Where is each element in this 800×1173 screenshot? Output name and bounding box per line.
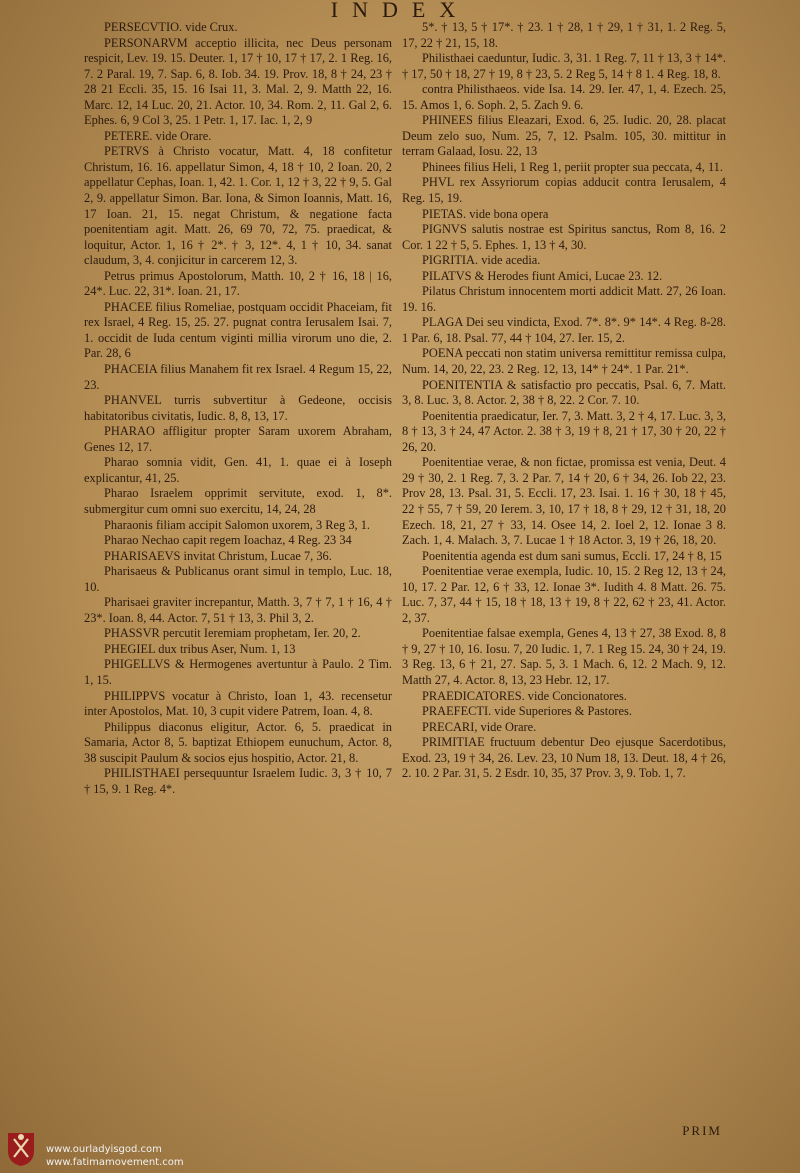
index-entry: PHARISAEVS invitat Christum, Lucae 7, 36. xyxy=(104,548,332,563)
index-entry: PETRVS à Christo vocatur, Matt. 4, 18 confitetur Christum, 16. 16. appellatur Simon, 4, 18 † 10, 2 Ioan. 20, 2 appellatur Cephas, Ioan. 1, 42. 1. Cor. 1, 12 † 3, 22 † 9, 5. Gal 2, 9. appellatur Simon. Bar. Iona, & Simon Ioannis, Matt. 16, 17 Ioan. 21, 15. negat Christum, & negatione facta poenitentiam agit. Matt. 26, 69 70, 72, 75. praedicat, & loquitur, Actor. 1, 16 † 2*. † 3, 12*. 4, 1 † 10, 34. sanat claudum, 3, 4. conjicitur in carcerem 12, 3. xyxy=(84,144,392,268)
index-entry: Philippus diaconus eligitur, Actor. 6, 5. praedicat in Samaria, Actor 8, 5. baptizat Ethiopem eunuchum, Actor. 8, 38 suscipit Paulum & socios ejus hospitio, Actor. 21, 8. xyxy=(84,719,392,765)
website-link-fatimamovement[interactable]: www.fatimamovement.com xyxy=(46,1157,184,1168)
index-entry: PIGRITIA. vide acedia. xyxy=(422,253,541,268)
index-entry: Pharao Nechao capit regem Ioachaz, 4 Reg. 23 34 xyxy=(104,533,352,548)
index-entry: PHEGIEL dux tribus Aser, Num. 1, 13 xyxy=(104,641,296,656)
catchword: PRIM xyxy=(682,1123,722,1138)
index-entry: Philisthaei caeduntur, Iudic. 3, 31. 1 Reg. 7, 11 † 13, 3 † 14*. † 17, 50 † 18, 27 † 19, 8 † 23, 5. 2 Reg 5, 14 † 8 1. 4 Reg. 18, 8. xyxy=(402,51,726,81)
index-entry: PHARAO affligitur propter Saram uxorem Abraham, Genes 12, 17. xyxy=(84,424,392,454)
index-entry: Pharisaei graviter increpantur, Matth. 3, 7 † 7, 1 † 16, 4 † 23*. Ioan. 8, 44. Actor. 7, 51 † 13, 3. Phil 3, 2. xyxy=(84,595,392,625)
index-entry: PIETAS. vide bona opera xyxy=(422,206,549,221)
right-column xyxy=(402,20,726,782)
index-entry: PHILISTHAEI persequuntur Israelem Iudic. 3, 3 † 10, 7 † 15, 9. 1 Reg. 4*. xyxy=(84,766,392,796)
index-entry: PHILIPPVS vocatur à Christo, Ioan 1, 43. recensetur inter Apostolos, Mat. 10, 3 cupit videre Patrem, Ioan. 4, 8. xyxy=(84,688,392,719)
index-entry: Pharisaeus & Publicanus orant simul in templo, Luc. 18, 10. xyxy=(84,564,392,594)
index-entry: PIGNVS salutis nostrae est Spiritus sanctus, Rom 8, 16. 2 Cor. 1 22 † 5, 5. Ephes. 1, 13 † 4, 30. xyxy=(402,222,726,252)
index-entry: Poenitentiae verae, & non fictae, promissa est venia, Deut. 4 29 † 30, 2. 1 Reg. 7, 3. 2 Par. 7, 14 † 20, 6 † 34, 26. Iob 22, 23. Prov 28, 13. Psal. 31, 5. Eccli. 17, 23. Isai. 1. 16 † 30, 18 † 45, 22 † 55, 7 † 59, 20 Ierem. 3, 10, 17 † 18, 8 † 29, 12 † 31, 18, 20 Ezech. 18, 21, 27 † 33, 14. Osee 14, 2. Ioel 2, 12. Ionae 3 8. Zach. 1, 4. Malach. 3, 7. Lucae 1 † 18 Actor. 3, 19 † 26, 18, 20. xyxy=(402,455,726,548)
index-entry: PRAEDICATORES. vide Concionatores. xyxy=(422,688,627,703)
index-entry: contra Philisthaeos. vide Isa. 14. 29. Ier. 47, 1, 4. Ezech. 25, 15. Amos 1, 6. Soph. 2, 5. Zach 9. 6. xyxy=(402,82,726,112)
index-entry: PHACEE filius Romeliae, postquam occidit Phaceiam, fit rex Israel, 4 Reg. 15, 25. 27. pugnat contra Ierusalem Isai. 7, 1. occidit de Iuda centum viginti millia virorum uno die, 2. Par. 28, 6 xyxy=(84,299,392,361)
page-header: INDEX xyxy=(330,0,470,22)
index-entry: PERSONARVM acceptio illicita, nec Deus personam respicit, Lev. 19. 15. Deuter. 1, 17 † 10, 17 † 17, 2. 1 Reg. 16, 7. 2 Paral. 19, 7. Sap. 6, 8. Iob. 34. 19. Prov. 18, 8 † 24, 23 † 28 21 Eccli. 35, 15. 16 Isai 11, 3. Mal. 2, 9. Matth 22, 16. Marc. 12, 14 Luc. 20, 21. Actor. 10, 34. Rom. 2, 11. Gal 2, 6. Ephes. 6, 9 Col 3, 25. 1 Petr. 1, 17. Iac. 1, 2, 9 xyxy=(84,35,392,128)
index-entry: Pharaonis filiam accipit Salomon uxorem, 3 Reg 3, 1. xyxy=(104,517,371,532)
index-entry: Poenitentia agenda est dum sani sumus, Eccli. 17, 24 † 8, 15 xyxy=(422,548,722,563)
index-entry: PILATVS & Herodes fiunt Amici, Lucae 23. 12. xyxy=(422,268,663,283)
index-entry: Poenitentiae verae exempla, Iudic. 10, 15. 2 Reg 12, 13 † 24, 10, 17. 2 Par. 12, 6 † 33, 12. Ionae 3*. Iudith 4. 8 Matt. 26. 75. Luc. 7, 37, 44 † 15, 18 † 18, 13 † 19, 8 † 22, 62 † 23, 41. Actor. 2, 37. xyxy=(402,564,726,625)
index-entry: PRIMITIAE fructuum debentur Deo ejusque Sacerdotibus, Exod. 23, 19 † 34, 26. Lev. 23, 10 Num 18, 13. Deut. 18, 4 † 26, 2. 10. 2 Par. 31, 5. 2 Esdr. 10, 35, 37 Prov. 3, 9. Tob. 1, 7. xyxy=(402,735,726,781)
index-entry: PERSECVTIO. vide Crux. xyxy=(104,20,238,34)
index-entry: PHACEIA filius Manahem fit rex Israel. 4 Regum 15, 22, 23. xyxy=(84,362,392,392)
papal-keys-logo-icon xyxy=(6,1131,36,1167)
index-entry: PHIGELLVS & Hermogenes avertuntur à Paulo. 2 Tim. 1, 15. xyxy=(84,657,392,687)
index-entry: Poenitentia praedicatur, Ier. 7, 3. Matt. 3, 2 † 4, 17. Luc. 3, 3, 8 † 13, 3 † 24, 47 Actor. 2. 38 † 3, 19 † 8, 21 † 17, 30 † 20, 22 † 26, 20. xyxy=(402,408,726,454)
index-entry: POENITENTIA & satisfactio pro peccatis, Psal. 6, 7. Matt. 3, 8. Luc. 3, 8. Actor. 2, 38 † 8, 22. 2 Cor. 7. 10. xyxy=(402,377,726,408)
index-entry: Petrus primus Apostolorum, Matth. 10, 2 † 16, 18 | 16, 24*. Luc. 22, 31*. Ioan. 21, 17. xyxy=(84,268,392,299)
index-entry: PHINEES filius Eleazari, Exod. 6, 25. Iudic. 20, 28. placat Deum zelo suo, Num. 25, 7, 12. Psalm. 105, 30. mittitur in terram Galaad, Iosu. 22, 13 xyxy=(402,113,726,159)
index-entry: PLAGA Dei seu vindicta, Exod. 7*. 8*. 9* 14*. 4 Reg. 8-28. 1 Par. 6, 18. Psal. 77, 44 † 104, 27. Ier. 15, 2. xyxy=(402,315,726,345)
index-entry: Poenitentiae falsae exempla, Genes 4, 13 † 27, 38 Exod. 8, 8 † 9, 27 † 10, 16. Iosu. 7, 20 Iudic. 1, 7. 1 Reg 15. 24, 30 † 24, 19. 3 Reg. 13, 6 † 21, 27. Sap. 5, 3. 1 Mach. 6, 12. 2 Mach. 9, 12. Matth 27, 4. Actor. 8, 13, 23 Hebr. 12, 17. xyxy=(402,626,726,687)
index-entry: Pharao somnia vidit, Gen. 41, 1. quae ei à Ioseph explicantur, 41, 25. xyxy=(84,455,392,485)
index-entry: PRECARI, vide Orare. xyxy=(422,719,537,734)
index-entry: POENA peccati non statim universa remittitur remissa culpa, Num. 14, 20, 22, 23. 2 Reg. 12, 13, 14* † 24*. 1 Par. 21*. xyxy=(402,346,726,377)
index-entry: PHVL rex Assyriorum copias adducit contra Ierusalem, 4 Reg. 15, 19. xyxy=(402,175,726,206)
index-entry: Phinees filius Heli, 1 Reg 1, periit propter sua peccata, 4, 11. xyxy=(422,159,723,174)
website-link-ourladyisgod[interactable]: www.ourladyisgod.com xyxy=(46,1144,162,1155)
index-entry: PETERE. vide Orare. xyxy=(104,128,212,143)
index-entry: 5*. † 13, 5 † 17*. † 23. 1 † 28, 1 † 29, 1 † 31, 1. 2 Reg. 5, 17, 22 † 21, 15, 18. xyxy=(402,20,726,50)
index-entry: Pilatus Christum innocentem morti addicit Matt. 27, 26 Ioan. 19. 16. xyxy=(402,284,726,314)
index-entry: PHANVEL turris subvertitur à Gedeone, occisis habitatoribus civitatis, Iudic. 8, 8, 13, 17. xyxy=(84,393,392,423)
index-entry: Pharao Israelem opprimit servitute, exod. 1, 8*. submergitur cum omni suo exercitu, 14, 24, 28 xyxy=(84,486,392,516)
index-entry: PRAEFECTI. vide Superiores & Pastores. xyxy=(422,704,632,719)
index-entry: PHASSVR percutit Ieremiam prophetam, Ier. 20, 2. xyxy=(104,626,361,641)
left-column xyxy=(84,20,392,797)
